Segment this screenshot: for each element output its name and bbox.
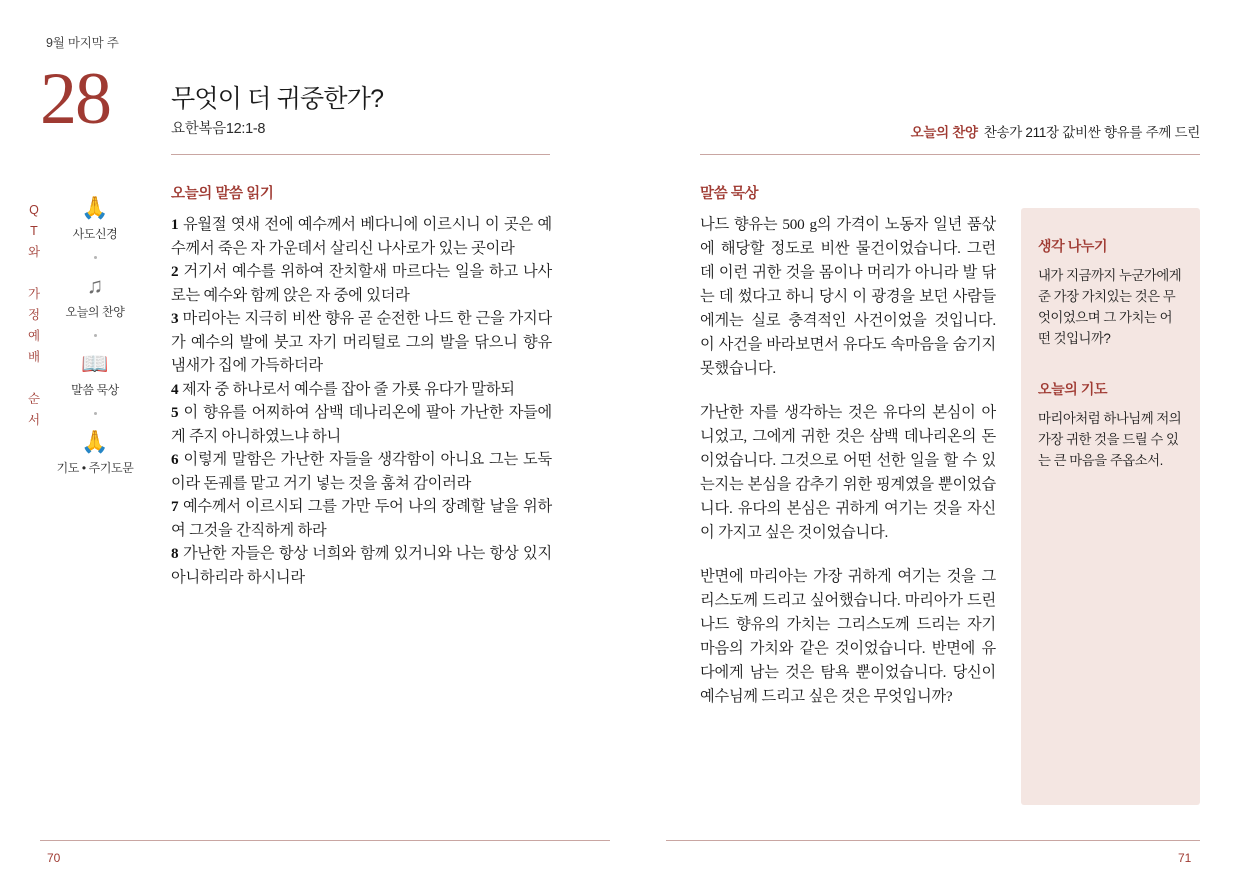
reading-heading: 오늘의 말씀 읽기: [171, 186, 274, 202]
verse-text: 거기서 예수를 위하여 잔치할새 마르다는 일을 하고 나사로는 예수와 함께 앉은 자 중에 있더라: [171, 263, 552, 304]
day-number: 28: [40, 58, 110, 140]
footer-divider-left: [40, 840, 610, 841]
vertical-spacer: [24, 368, 44, 389]
order-item-label: 오늘의 찬양: [65, 305, 125, 319]
verse-text: 유월절 엿새 전에 예수께서 베다니에 이르시니 이 곳은 예수께서 죽은 자 가운데서 살리신 나사로가 있는 곳이라: [171, 216, 552, 257]
separator-dot: [94, 334, 97, 337]
vertical-char: 배: [27, 350, 41, 364]
vertical-char: 순: [27, 392, 41, 406]
separator-dot: [94, 412, 97, 415]
page-number-left: 70: [47, 851, 61, 865]
meditation-heading: 말씀 묵상: [700, 186, 759, 202]
verse-text: 마리아는 지극히 비싼 향유 곧 순전한 나드 한 근을 가지다가 예수의 발에 붓고 자기 머리털로 그의 발을 닦으니 향유 냄새가 집에 가득하더라: [171, 310, 552, 374]
vertical-char: 와: [27, 245, 41, 259]
verse-list: [171, 213, 552, 589]
hymn-line: [911, 121, 1200, 141]
vertical-char: 정: [27, 308, 41, 322]
worship-order-icons: [52, 195, 138, 476]
reading-column: [171, 182, 552, 589]
vertical-spacer: [24, 263, 44, 284]
prayer-heading: 오늘의 기도: [1038, 381, 1108, 397]
hymn-text: 찬송가 211장 값비싼 향유를 주께 드린: [983, 125, 1200, 140]
praying-hands-icon: 🙏: [81, 429, 109, 454]
card-spacer: [1038, 349, 1183, 379]
share-body: 내가 지금까지 누군가에게 준 가장 가치있는 것은 무엇이었으며 그 가치는 어떤 것입니까?: [1038, 268, 1182, 346]
page-title: 무엇이 더 귀중한가?: [171, 85, 384, 113]
vertical-char: 서: [27, 413, 41, 427]
page-number-right: 71: [1178, 851, 1192, 865]
verse-number: 7: [171, 498, 179, 515]
verse-number: 8: [171, 545, 179, 562]
order-item-creed: [52, 195, 138, 242]
verse-number: 5: [171, 404, 179, 421]
hymn-label: 오늘의 찬양: [910, 125, 978, 140]
scripture-reference: 요한복음12:1-8: [171, 121, 266, 137]
verse-number: 2: [171, 263, 179, 280]
week-label: 9월 마지막 주: [46, 36, 119, 50]
header-divider-right: [700, 154, 1200, 155]
vertical-char: T: [30, 224, 38, 238]
verse-number: 4: [171, 380, 179, 398]
order-item-meditation: [52, 351, 138, 398]
praying-hands-icon: 🙏: [81, 195, 109, 220]
order-item-label: 기도 • 주기도문: [56, 461, 134, 475]
meditation-paragraph: 가난한 자를 생각하는 것은 유다의 본심이 아니었고, 그에게 귀한 것은 삼백 데나리온의 돈이었습니다. 그것으로 어떤 선한 일을 할 수 있는지는 본심을 감추기 위한 핑계였을 뿐이었습니다. 유다의 본심은 귀하게 여기는 것을 자신이 가지고 싶은 것이었습니다.: [700, 404, 996, 541]
vertical-char: 예: [27, 329, 41, 343]
verse-number: 3: [171, 310, 179, 327]
verse-text: 제자 중 하나로서 예수를 잡아 줄 가룟 유다가 말하되: [182, 380, 515, 398]
verse-text: 이렇게 말함은 가난한 자들을 생각함이 아니요 그는 도둑이라 돈궤를 맡고 거기 넣는 것을 훔쳐 감이러라: [171, 451, 552, 492]
meditation-body: [700, 213, 996, 709]
meditation-paragraph: 반면에 마리아는 가장 귀하게 여기는 것을 그리스도께 드리고 싶어했습니다. 마리아가 드린 나드 향유의 가치는 그리스도께 드리는 자기 마음의 가치와 같은 것이었습니다. 반면에 유다에게 남는 것은 탐욕 뿐이었습니다. 당신이 예수님께 드리고 싶은 것은 무엇입니까?: [700, 568, 996, 705]
verse-number: 1: [171, 216, 179, 233]
vertical-char: 가: [27, 287, 41, 301]
order-item-label: 말씀 묵상: [71, 383, 119, 397]
verse-text: 가난한 자들은 항상 너희와 함께 있거니와 나는 항상 있지 아니하리라 하시니라: [171, 545, 552, 586]
sidebar-card: [1021, 208, 1200, 805]
separator-dot: [94, 256, 97, 259]
meditation-paragraph: 나드 향유는 500 g의 가격이 노동자 일년 품삯에 해당할 정도로 비싼 물건이었습니다. 그런데 이런 귀한 것을 몸이나 머리가 아니라 발 닦는 데 썼다고 하니 당시 이 광경을 보던 사람들에게는 실로 충격적인 사건이었을 것입니다. 이 사건을 바라보면서 유다도 속마음을 숨기지 못했습니다.: [700, 216, 996, 377]
order-item-label: 사도신경: [72, 227, 118, 241]
order-item-prayer: [52, 429, 138, 476]
verse-number: 6: [171, 451, 179, 468]
vertical-side-label: [24, 200, 44, 431]
footer-divider-right: [666, 840, 1200, 841]
open-book-icon: 📖: [81, 351, 109, 376]
vertical-char: Q: [29, 203, 39, 217]
verse-text: 이 향유를 어찌하여 삼백 데나리온에 팔아 가난한 자들에게 주지 아니하였느냐 하니: [171, 404, 552, 445]
verse-text: 예수께서 이르시되 그를 가만 두어 나의 장례할 날을 위하여 그것을 간직하게 하라: [171, 498, 552, 539]
prayer-body: 마리아처럼 하나님께 저의 가장 귀한 것을 드릴 수 있는 큰 마음을 주옵소서.: [1038, 411, 1182, 468]
header-divider-left: [171, 154, 550, 155]
order-item-hymn: [52, 273, 138, 320]
music-note-icon: ♫: [86, 273, 104, 298]
share-heading: 생각 나누기: [1038, 238, 1108, 254]
meditation-column: [700, 182, 996, 729]
